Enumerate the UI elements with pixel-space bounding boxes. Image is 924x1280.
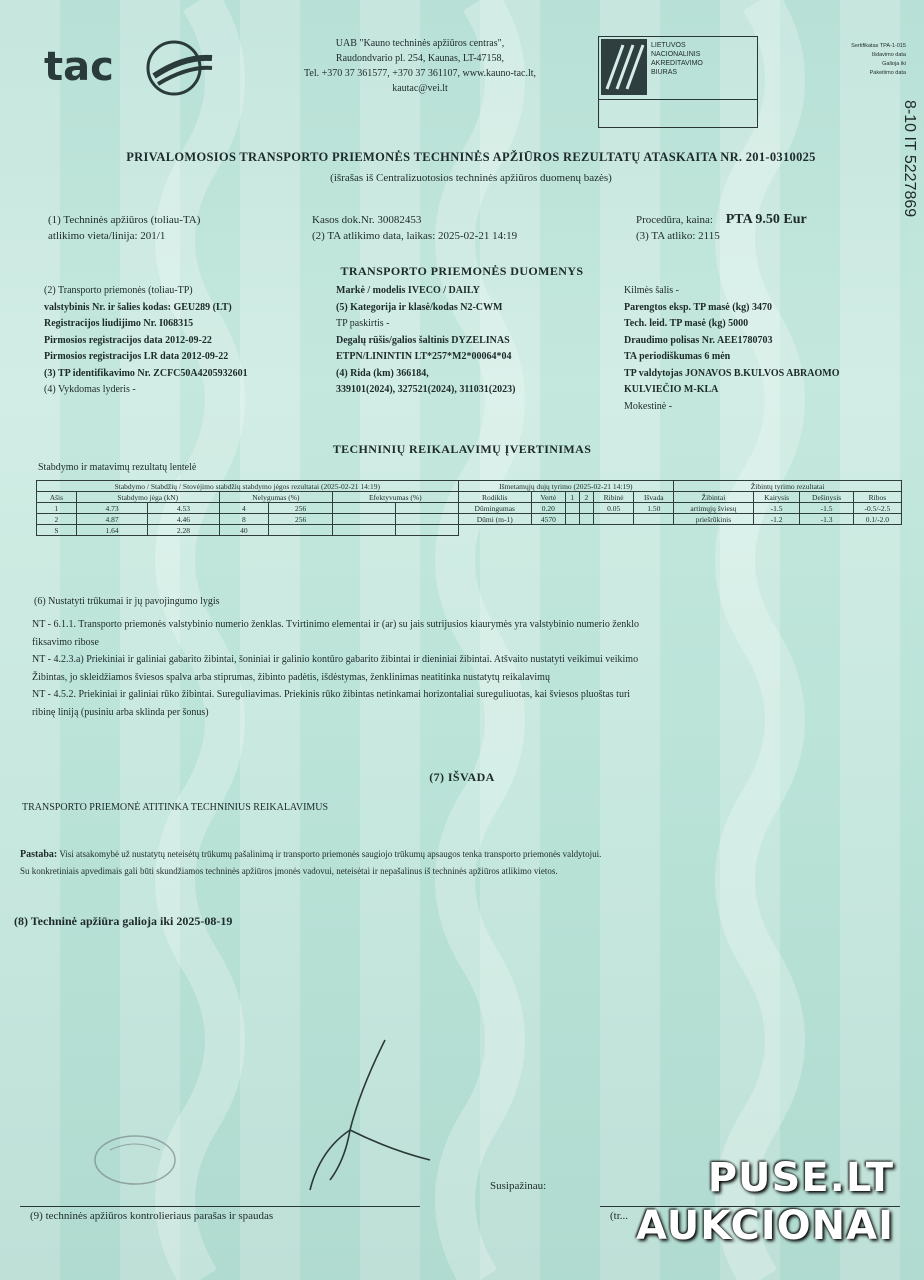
cert-detail: Išdavimo data (871, 52, 906, 58)
table-header: Vertė (531, 492, 565, 503)
validity-date: (8) Techninė apžiūra galioja iki 2025-08-19 (14, 914, 233, 928)
table-cell: 4.87 (76, 514, 147, 525)
table-cell: 0.20 (531, 503, 565, 514)
vehicle-field: TP paskirtis - (336, 318, 390, 329)
table-cell: 4 (219, 503, 268, 514)
vehicle-left-column (44, 283, 248, 399)
table-cell: 4.46 (148, 514, 219, 525)
vehicle-field: KULVIEČIO M-KLA (624, 384, 719, 395)
table-cell: 4570 (531, 514, 565, 525)
table-header: Rodiklis (458, 492, 531, 503)
owner-signature-label: (tr... (610, 1210, 629, 1222)
org-line: Raudondvario pl. 254, Kaunas, LT-47158, (335, 53, 505, 64)
station-line: atlikimo vieta/linija: 201/1 (48, 230, 166, 242)
inspector-code: (3) TA atliko: 2115 (636, 230, 720, 242)
report-subtitle: (išrašas iš Centralizuotosios techninės apžiūros duomenų bazės) (330, 172, 612, 184)
cert-line: NACIONALINIS (651, 51, 701, 58)
defects-heading: (6) Nustatyti trūkumai ir jų pavojingumo lygis (34, 596, 220, 607)
side-serial-number: 8-10 IT 5227869 (901, 100, 918, 218)
org-line: UAB "Kauno techninės apžiūros centras", (335, 38, 505, 49)
vehicle-field: Tech. leid. TP masė (kg) 5000 (624, 318, 749, 329)
table-cell: -1.5 (800, 503, 853, 514)
vehicle-field: Kilmės šalis - (624, 285, 679, 296)
table-cell: 8 (219, 514, 268, 525)
inspector-signature-label: (9) techninės apžiūros kontrolieriaus parašas ir spaudas (30, 1210, 274, 1222)
logo-swoosh-icon (144, 36, 214, 96)
cert-detail: Galioja iki (882, 61, 906, 67)
table-header: Išvada (634, 492, 674, 503)
table-cell (593, 514, 633, 525)
vehicle-field: valstybinis Nr. ir šalies kodas: GEU289 (LT) (44, 301, 232, 313)
defect-item: NT - 4.5.2. Priekiniai ir galiniai rūko žibintai. Sureguliavimas. Priekinis rūko žibintas netinkamai horizontaliai sureguliuotas, kai šviesos pluoštas turi (32, 689, 631, 700)
table-cell: 256 (268, 503, 332, 514)
table-cell: 40 (219, 525, 268, 536)
table-cell: artimųjų šviesų (674, 503, 754, 514)
stamp-mark-icon (90, 1130, 180, 1190)
certificate-details (826, 42, 906, 78)
table-cell: 1 (37, 503, 77, 514)
vehicle-field: Parengtos eksp. TP masė (kg) 3470 (624, 301, 772, 313)
watermark-line: AUKCIONAI (636, 1203, 894, 1249)
table-cell: -0.5/-2.5 (853, 503, 901, 514)
tac-logo (44, 44, 114, 90)
accreditation-logo-icon (601, 39, 647, 95)
table-header: Ašis (37, 492, 77, 503)
defect-item: NT - 6.1.1. Transporto priemonės valstybinio numerio ženklas. Tvirtinimo elementai ir (ar) su jais sutrijusios kiaurymės yra valstybinio numerio ženklo (32, 619, 640, 630)
station-label: (1) Techninės apžiūros (toliau-TA) (48, 214, 201, 226)
vehicle-field: TP valdytojas JONAVOS B.KULVOS ABRAOMO (624, 367, 840, 379)
vehicle-field: Registracijos liudijimo Nr. I068315 (44, 318, 194, 329)
cert-line: BIURAS (651, 69, 678, 76)
table-cell (579, 514, 593, 525)
table-cell (395, 503, 458, 514)
vehicle-field: Degalų rūšis/galios šaltinis DYZELINAS (336, 334, 510, 346)
table-group-header: Stabdymo / Stabdžių / Stovėjimo stabdžių stabdymo jėgos rezultatai (2025-02-21 14:19) (37, 481, 459, 492)
table-header: 2 (579, 492, 593, 503)
organization-address (270, 36, 570, 96)
accreditation-certificate (598, 36, 758, 128)
cert-detail: Sertifikatas TPA-1-015 (851, 43, 906, 49)
table-cell: 4.53 (148, 503, 219, 514)
table-cell (634, 514, 674, 525)
org-line: Tel. +370 37 361577, +370 37 361107, www.kauno-tac.lt, (303, 68, 537, 79)
table-cell (565, 503, 579, 514)
vehicle-field: Mokestinė - (624, 400, 673, 412)
note-line: Visi atsakomybė už nustatytų neteisėtų trūkumų pašalinimą ir transporto priemonės saugiojo trūkumų apsaugos tenka transporto priemonės valdytojui. (59, 849, 602, 859)
vehicle-field: (4) Vykdomas lyderis - (44, 384, 136, 395)
defect-item: NT - 4.2.3.a) Priekiniai ir galiniai gabarito žibintai, šoniniai ir galinio kontūro gabarito žibintai ir dieniniai žibintai. Atšvaito nustatyti veikimui veikimo (32, 654, 639, 665)
vehicle-field: (4) Rida (km) 366184, (336, 367, 429, 379)
vehicle-field: Markė / modelis IVECO / DAILY (336, 285, 480, 296)
vehicle-field: 339101(2024), 327521(2024), 311031(2023) (336, 384, 516, 395)
table-header: Ribos (853, 492, 901, 503)
table-cell (333, 514, 396, 525)
inspection-datetime: (2) TA atlikimo data, laikas: 2025-02-21 14:19 (312, 230, 518, 242)
cert-line: LIETUVOS (651, 42, 686, 49)
vehicle-field: ETPN/LININTIN LT*257*M2*00064*04 (336, 351, 512, 362)
table-row (37, 525, 902, 536)
org-line: kautac@vei.lt (392, 83, 448, 94)
table-row (37, 503, 902, 514)
table-cell (565, 514, 579, 525)
table-header: Ribinė (593, 492, 633, 503)
watermark-line: PUSE.LT (707, 1155, 894, 1201)
defect-item: fiksavimo ribose (32, 636, 99, 648)
receipt-number: Kasos dok.Nr. 30082453 (312, 214, 422, 226)
signature-icon (290, 1030, 460, 1200)
table-group-header: Žibintų tyrimo rezultatai (674, 481, 902, 492)
table-cell: S (37, 525, 77, 536)
table-cell: 0.05 (593, 503, 633, 514)
table-cell (579, 503, 593, 514)
table-cell: 256 (268, 514, 332, 525)
table-cell: priešrūkinis (674, 514, 754, 525)
cert-line: AKREDITAVIMO (651, 60, 703, 67)
defect-item: Žibintas, jo skleidžiamos šviesos spalva arba stiprumas, žibinto padėtis, išdėstymas, ženklinimas neatitinka nustatytų reikalavimų (32, 671, 550, 683)
table-cell: 2.28 (148, 525, 219, 536)
vehicle-field: (5) Kategorija ir klasė/kodas N2-CWM (336, 301, 503, 313)
table-cell: Dūmi (m-1) (458, 514, 531, 525)
evaluation-section-title: TECHNINIŲ REIKALAVIMŲ ĮVERTINIMAS (332, 442, 592, 456)
table-cell: 1.64 (76, 525, 147, 536)
table-cell (333, 525, 396, 536)
table-header: Stabdymo jėga (kN) (76, 492, 219, 503)
evaluation-note: Stabdymo ir matavimų rezultatų lentelė (38, 462, 197, 473)
conclusion-heading: (7) IŠVADA (429, 770, 495, 784)
table-header: Nelygumas (%) (219, 492, 332, 503)
table-cell (268, 525, 332, 536)
conclusion-note (20, 846, 900, 879)
vehicle-right-column (624, 283, 914, 415)
defects-list (32, 616, 902, 721)
vehicle-field: Pirmosios registracijos data 2012-09-22 (44, 334, 212, 346)
puse-watermark (636, 1154, 894, 1250)
note-line: Su konkretiniais apvedimais gali būti skundžiamos techninės apžiūros įmonės vadovui, neteisėtai ir nepašalinus iš techninės apžiūros atlikimo vietos. (20, 866, 558, 876)
table-cell: -1.2 (753, 514, 800, 525)
defect-item: ribinę liniją (pusiniu arba sklinda per šonus) (32, 706, 209, 718)
table-group-header: Išmetamųjų dujų tyrimo (2025-02-21 14:19) (458, 481, 674, 492)
vehicle-field: TA periodiškumas 6 mėn (624, 351, 731, 362)
table-header: Dešinysis (800, 492, 853, 503)
table-cell: -1.3 (800, 514, 853, 525)
table-header: 1 (565, 492, 579, 503)
acknowledged-label: Susipažinau: (490, 1180, 547, 1192)
vehicle-field: (3) TP identifikavimo Nr. ZCFC50A4205932601 (44, 367, 248, 379)
table-header: Žibintai (674, 492, 754, 503)
procedure-value: PTA 9.50 Eur (725, 212, 807, 227)
note-label: Pastaba: (20, 849, 58, 860)
vehicle-field: (2) Transporto priemonės (toliau-TP) (44, 285, 193, 296)
vehicle-field: Pirmosios registracijos LR data 2012-09-22 (44, 351, 229, 362)
table-cell (395, 514, 458, 525)
table-row (37, 514, 902, 525)
cert-detail: Pakeitimo data (869, 70, 906, 76)
logo-text: tac (44, 44, 114, 90)
table-cell: 1.50 (634, 503, 674, 514)
vehicle-middle-column (336, 283, 515, 399)
table-cell (333, 503, 396, 514)
table-cell: 4.73 (76, 503, 147, 514)
table-header: Kairysis (753, 492, 800, 503)
conclusion-text: TRANSPORTO PRIEMONĖ ATITINKA TECHNINIUS REIKALAVIMUS (22, 802, 329, 813)
vehicle-field: Draudimo polisas Nr. AEE1780703 (624, 334, 773, 346)
measurements-table (36, 480, 902, 536)
table-cell (395, 525, 458, 536)
table-header: Efektyvumas (%) (333, 492, 458, 503)
report-title: PRIVALOMOSIOS TRANSPORTO PRIEMONĖS TECHNINĖS APŽIŪROS REZULTATŲ ATASKAITA NR. 201-0310025 (126, 150, 816, 164)
table-cell: 2 (37, 514, 77, 525)
procedure-info (636, 212, 807, 244)
table-cell: Dūmingumas (458, 503, 531, 514)
vehicle-section-title: TRANSPORTO PRIEMONĖS DUOMENYS (340, 264, 584, 278)
table-cell: -1.5 (753, 503, 800, 514)
inspection-station (48, 212, 200, 244)
table-cell: 0.1/-2.0 (853, 514, 901, 525)
procedure-label: Procedūra, kaina: (636, 214, 713, 226)
receipt-info (312, 212, 517, 244)
